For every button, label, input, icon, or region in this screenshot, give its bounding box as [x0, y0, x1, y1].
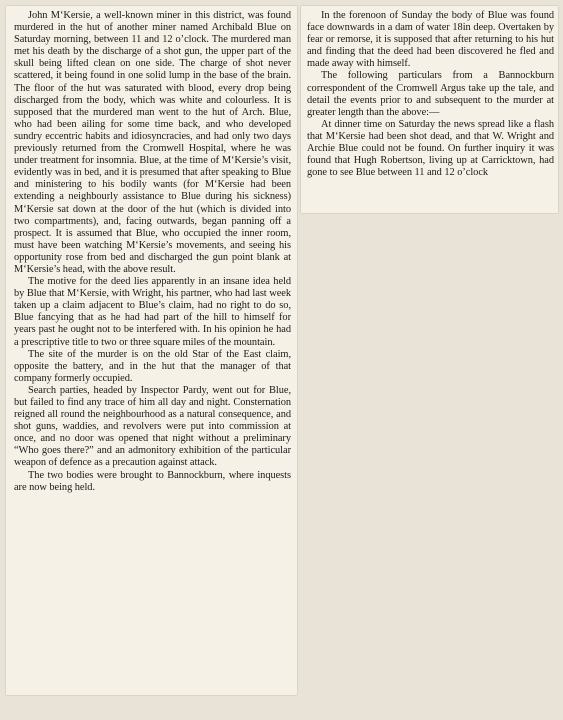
- paragraph: John M‘Kersie, a well-known miner in this district, was found murdered in the hut of another miner named Archibald Blue on Saturday morning, between 11 and 12 o’clock. The murdered man met his death by the discharge of a shot gun, the upper part of the skull being lifted clean on one side. The charge of shot never scattered, it being found in one solid lump in the base of the brain. The floor of the hut was saturated with blood, every drop being discharged from the body, which was white and colourless. It is supposed that the murdered man went to the hut of Arch. Blue, who had been ailing for some time back, and who developed sundry eccentric habits and idiosyncracies, and had only two days previously returned from the Cromwell Hospital, where he was under treatment for insomnia. Blue, at the time of M‘Kersie’s visit, evidently was in bed, and it is presumed that after speaking to Blue and ministering to his bodily wants (for M‘Kersie had been extending a neighbourly assistance to Blue during his sickness) M‘Kersie sat down at the door of the hut (which is divided into two compartments), and, facing outwards, began panning off a prospect. It is assumed that Blue, who occupied the inner room, must have been watching M‘Kersie’s movements, and seeing his opportunity rose from bed and discharged the gun point blank at M‘Kersie’s head, with the above result.: [14, 10, 291, 275]
- paragraph: Search parties, headed by Inspector Pardy, went out for Blue, but failed to find any trace of him all day and night. Consternation reigned all round the neighbourhood as a natural consequence, and shot guns, waddies, and revolvers were put into commission at once, and no door was opened that night without a preliminary “Who goes there?” and an admonitory exhibition of the particular weapon of defence as a precaution against attack.: [14, 384, 291, 469]
- paragraph: The two bodies were brought to Bannockburn, where inquests are now being held.: [14, 469, 291, 493]
- paragraph: The motive for the deed lies apparently in an insane idea held by Blue that M‘Kersie, with Wright, his partner, who had last week taken up a claim adjacent to Blue’s claim, had no right to do so, Blue fancying that as he had had part of the hill to himself for years past he ought not to be interfered with. In his opinion he had a prescriptive title to two or three square miles of the mountain.: [14, 276, 291, 348]
- article-column-left: [14, 10, 291, 494]
- article-column-right: [307, 10, 554, 179]
- paragraph: In the forenoon of Sunday the body of Blue was found face downwards in a dam of water 18in deep. Overtaken by fear or remorse, it is supposed that after returning to his hut and finding that the deed had been discovered he fled and made away with himself.: [307, 10, 554, 70]
- paragraph: The following particulars from a Bannockburn correspondent of the Cromwell Argus take up the tale, and detail the events prior to and subsequent to the murder at greater length than the above:—: [307, 70, 554, 118]
- paragraph: At dinner time on Saturday the news spread like a flash that M‘Kersie had been shot dead, and that W. Wright and Archie Blue could not be found. On further inquiry it was found that Hugh Robertson, living up at Carricktown, had gone to see Blue between 11 and 12 o’clock: [307, 118, 554, 179]
- paragraph: The site of the murder is on the old Star of the East claim, opposite the battery, and in the hut that the manager of that company formerly occupied.: [14, 348, 291, 384]
